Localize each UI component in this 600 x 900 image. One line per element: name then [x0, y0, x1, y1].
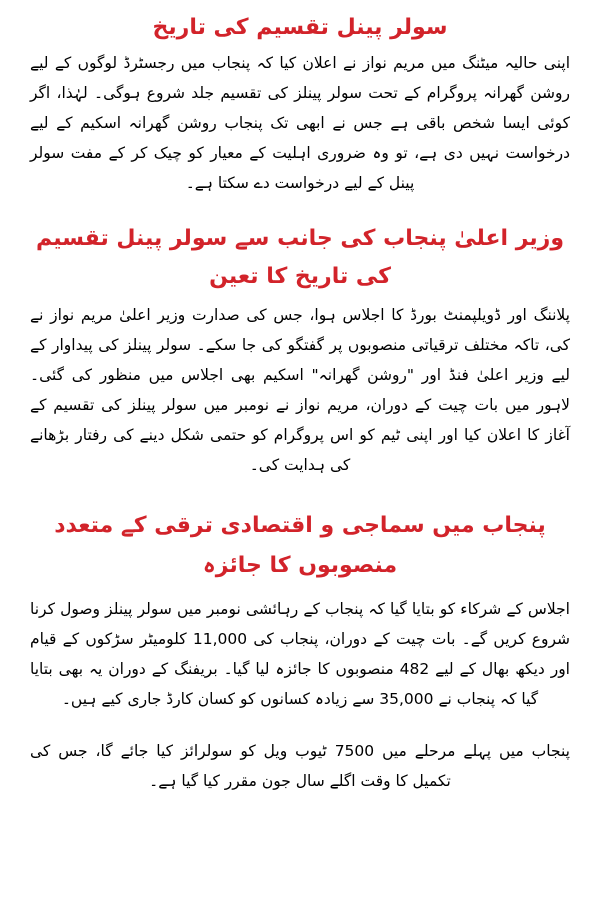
paragraph: پنجاب میں پہلے مرحلے میں 7500 ٹیوب ویل کو سولرائز کیا جائے گا، جس کی تکمیل کا وقت اگلے سال جون مقرر کیا گیا ہے۔	[30, 742, 570, 790]
section-heading: پنجاب میں سماجی و اقتصادی ترقی کے متعدد منصوبوں کا جائزہ	[54, 513, 546, 578]
paragraph: اپنی حالیہ میٹنگ میں مریم نواز نے اعلان کیا کہ پنجاب میں رجسٹرڈ لوگوں کے لیے روشن گھرانہ پروگرام کے تحت سولر پینلز کی تقسیم جلد شروع ہوگی۔ لہٰذا، اگر کوئی ایسا شخص باقی ہے جس نے ابھی تک پنجاب روشن گھرانہ اسکیم کے لیے درخواست نہیں دی ہے، تو وہ ضروری اہلیت کے معیار کو چیک کر کے مفت سولر پینل کے لیے درخواست دے سکتا ہے۔	[30, 54, 570, 192]
section-heading: سولر پینل تقسیم کی تاریخ	[152, 15, 448, 40]
section-projects-review	[30, 506, 570, 796]
section-distribution-date	[30, 10, 570, 198]
paragraph: اجلاس کے شرکاء کو بتایا گیا کہ پنجاب کے رہائشی نومبر میں سولر پینلز وصول کرنا شروع کریں گے۔ بات چیت کے دوران، پنجاب کی 11,000 کلومیٹر سڑکوں کے قیام اور دیکھ بھال کے لیے 482 منصوبوں کا جائزہ لیا گیا۔ بریفنگ کے دوران یہ بھی بتایا گیا کہ پنجاب نے 35,000 سے زیادہ کسانوں کو کسان کارڈ جاری کیے ہیں۔	[30, 600, 570, 708]
section-cm-sets-date	[30, 220, 570, 480]
section-heading: وزیر اعلیٰ پنجاب کی جانب سے سولر پینل تقسیم کی تاریخ کا تعین	[35, 226, 565, 289]
paragraph: پلاننگ اور ڈویلپمنٹ بورڈ کا اجلاس ہوا، جس کی صدارت وزیر اعلیٰ مریم نواز نے کی، تاکہ مختلف ترقیاتی منصوبوں پر گفتگو کی جا سکے۔ سولر پینلز کی پیداوار کے لیے وزیر اعلیٰ فنڈ اور "روشن گھرانہ" اسکیم بھی اجلاس میں منظور کی گئی۔ لاہور میں بات چیت کے دوران، مریم نواز نے نومبر میں سولر پینلز کی تقسیم کے آغاز کا اعلان کیا اور اپنی ٹیم کو اس پروگرام کو حتمی شکل دینے کی رفتار بڑھانے کی ہدایت کی۔	[30, 306, 570, 474]
